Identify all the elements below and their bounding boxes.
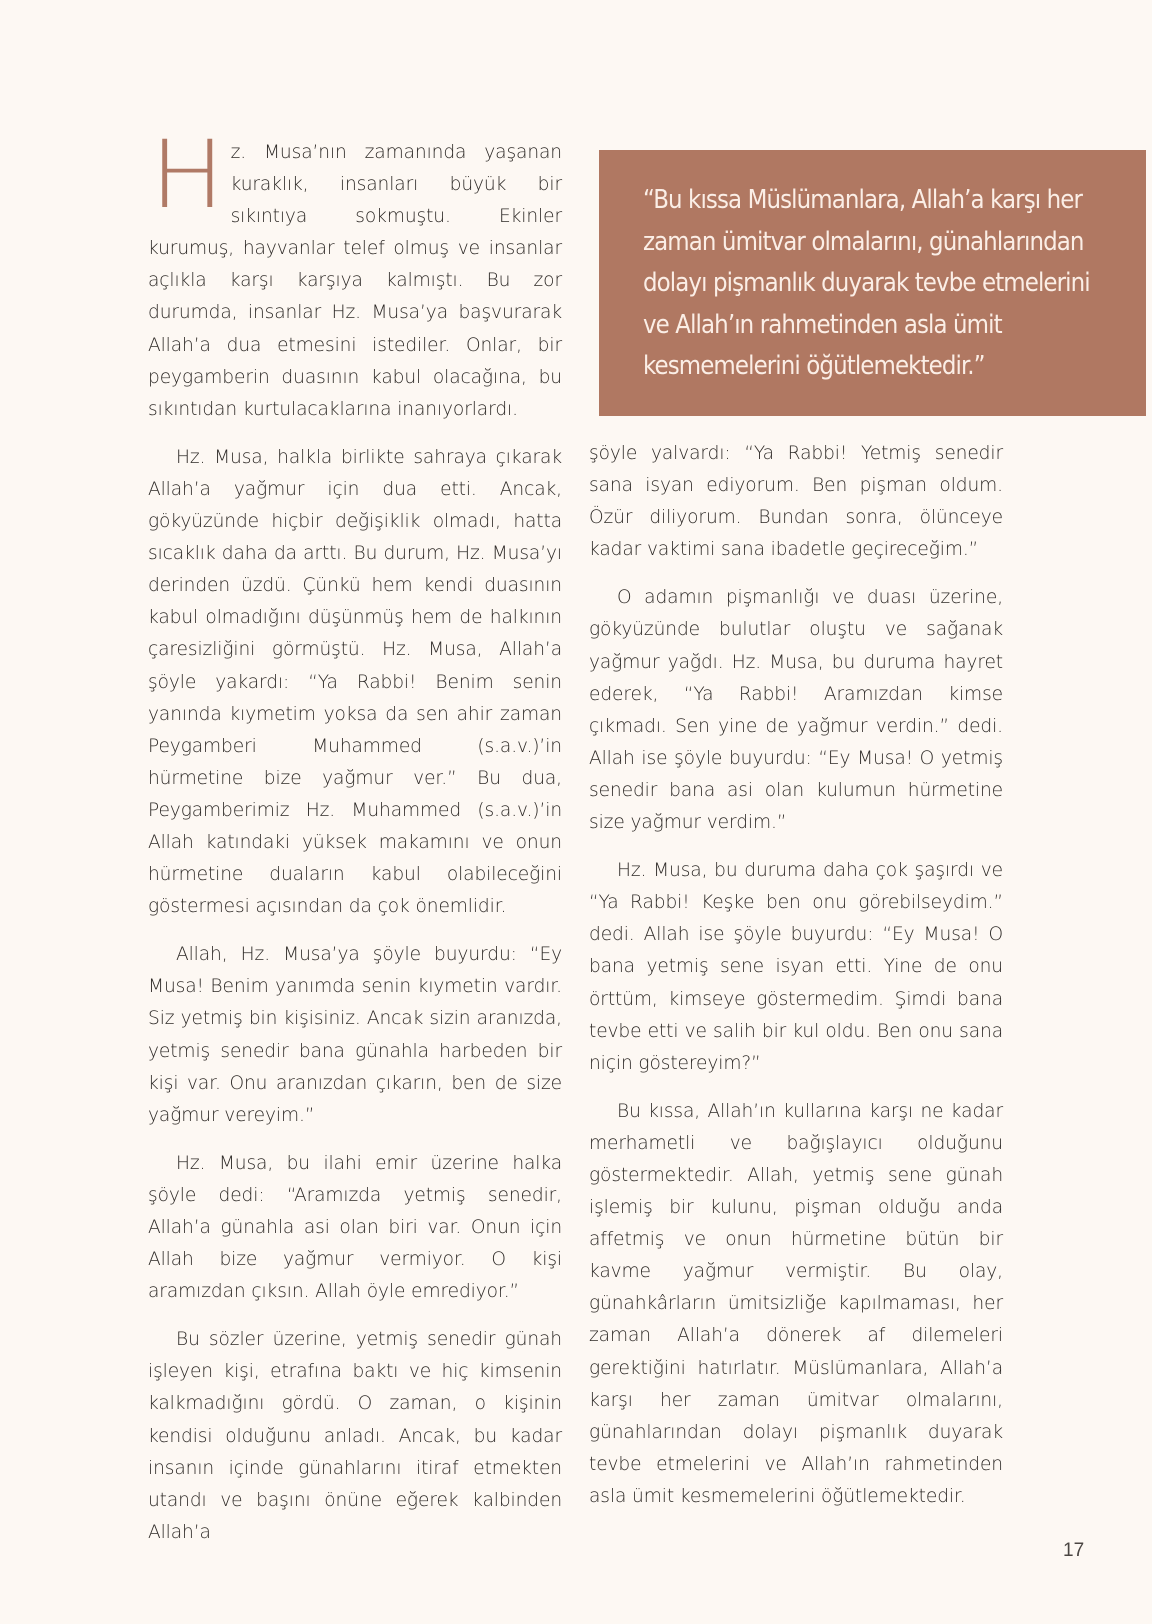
paragraph-text: z. Musa’nın zamanında yaşanan kuraklık, insanları büyük bir sıkıntıya sokmuştu. Ekinler kurumuş, hayvanlar telef olmuş ve insanlar açlıkla karşı karşıya kalmıştı. Bu zor durumda, insanlar Hz. Musa’ya başvurarak Allah’a dua etmesini istediler. Onlar, bir peygamberin duasının kabul olacağına, bu sıkıntıdan kurtulacaklarına inanıyorlardı.: [148, 142, 562, 420]
paragraph: Hz. Musa, halkla birlikte sahraya çıkarak Allah’a yağmur için dua etti. Ancak, gökyüzünde hiçbir değişiklik olmadı, hatta sıcaklık daha da arttı. Bu durum, Hz. Musa’yı derinden üzdü. Çünkü hem kendi duasının kabul olmadığını düşünmüş hem de halkının çaresizliğini görmüştü. Hz. Musa, Allah’a şöyle yakardı: “Ya Rabbi! Benim senin yanında kıymetim yoksa da sen ahir zaman Peygamberi Muhammed (s.a.v.)’in hürmetine bize yağmur ver.” Bu dua, Peygamberimiz Hz. Muhammed (s.a.v.)’in Allah katındaki yüksek makamını ve onun hürmetine duaların kabul olabileceğini göstermesi açısından da çok önemlidir.: [148, 446, 562, 918]
paragraph: Hz. Musa, bu duruma daha çok şaşırdı ve “Ya Rabbi! Keşke ben onu görebilseydim.” dedi. Allah ise şöyle buyurdu: “Ey Musa! O bana yetmiş sene isyan etti. Yine de onu örttüm, kimseye göstermedim. Şimdi bana tevbe etti ve salih bir kul oldu. Ben onu sana niçin göstereyim?”: [589, 860, 1003, 1074]
paragraph: Bu kıssa, Allah’ın kullarına karşı ne kadar merhametli ve bağışlayıcı olduğunu göstermektedir. Allah, yetmiş sene günah işlemiş bir kulunu, pişman olduğu anda affetmiş ve onun hürmetine bütün bir kavme yağmur vermiştir. Bu olay, günahkârların ümitsizliğe kapılmaması, her zaman Allah’a dönerek af dilemeleri gerektiğini hatırlatır. Müslümanlara, Allah’a karşı her zaman ümitvar olmalarını, günahlarından dolayı pişmanlık duyarak tevbe etmelerini ve Allah’ın rahmetinden asla ümit kesmemelerini öğütlemektedir.: [589, 1100, 1003, 1507]
paragraph-continued: şöyle yalvardı: “Ya Rabbi! Yetmiş senedir sana isyan ediyorum. Ben pişman oldum. Özür diliyorum. Bundan sonra, ölünceye kadar vaktimi sana ibadetle geçireceğim.”: [589, 443, 1003, 561]
pull-quote-text: “Bu kıssa Müslümanlara, Allah’a karşı her zaman ümitvar olmalarını, günahlarından dolayı pişmanlık duyarak tevbe etmelerini ve Allah’ın rahmetinden asla ümit kesmemelerini öğütlemektedir.”: [643, 185, 1090, 381]
paragraph-intro: [148, 121, 562, 426]
paragraph: Hz. Musa, bu ilahi emir üzerine halka şöyle dedi: “Aramızda yetmiş senedir, Allah’a günahla asi olan biri var. Onun için Allah bize yağmur vermiyor. O kişi aramızdan çıksın. Allah öyle emrediyor.”: [148, 1152, 562, 1303]
drop-cap: H: [150, 121, 225, 230]
paragraph: Allah, Hz. Musa’ya şöyle buyurdu: “Ey Musa! Benim yanımda senin kıymetin vardır. Siz yetmiş bin kişisiniz. Ancak sizin aranızda, yetmiş senedir bana günahla harbeden bir kişi var. Onu aranızdan çıkarın, ben de size yağmur vereyim.”: [148, 944, 562, 1126]
page-number: 17: [1063, 1540, 1085, 1561]
paragraph: Bu sözler üzerine, yetmiş senedir günah işleyen kişi, etrafına baktı ve hiç kimsenin kalkmadığını gördü. O zaman, o kişinin kendisi olduğunu anladı. Ancak, bu kadar insanın içinde günahlarını itiraf etmekten utandı ve başını önüne eğerek kalbinden Allah’a: [148, 1329, 562, 1543]
left-column: [148, 121, 562, 1549]
paragraph: O adamın pişmanlığı ve duası üzerine, gökyüzünde bulutlar oluştu ve sağanak yağmur yağdı. Hz. Musa, bu duruma hayret ederek, “Ya Rabbi! Aramızdan kimse çıkmadı. Sen yine de yağmur verdin.” dedi. Allah ise şöyle buyurdu: “Ey Musa! O yetmiş senedir bana asi olan kulumun hürmetine size yağmur verdim.”: [589, 587, 1003, 834]
right-column: [589, 438, 1003, 1513]
pull-quote-box: [599, 150, 1146, 416]
